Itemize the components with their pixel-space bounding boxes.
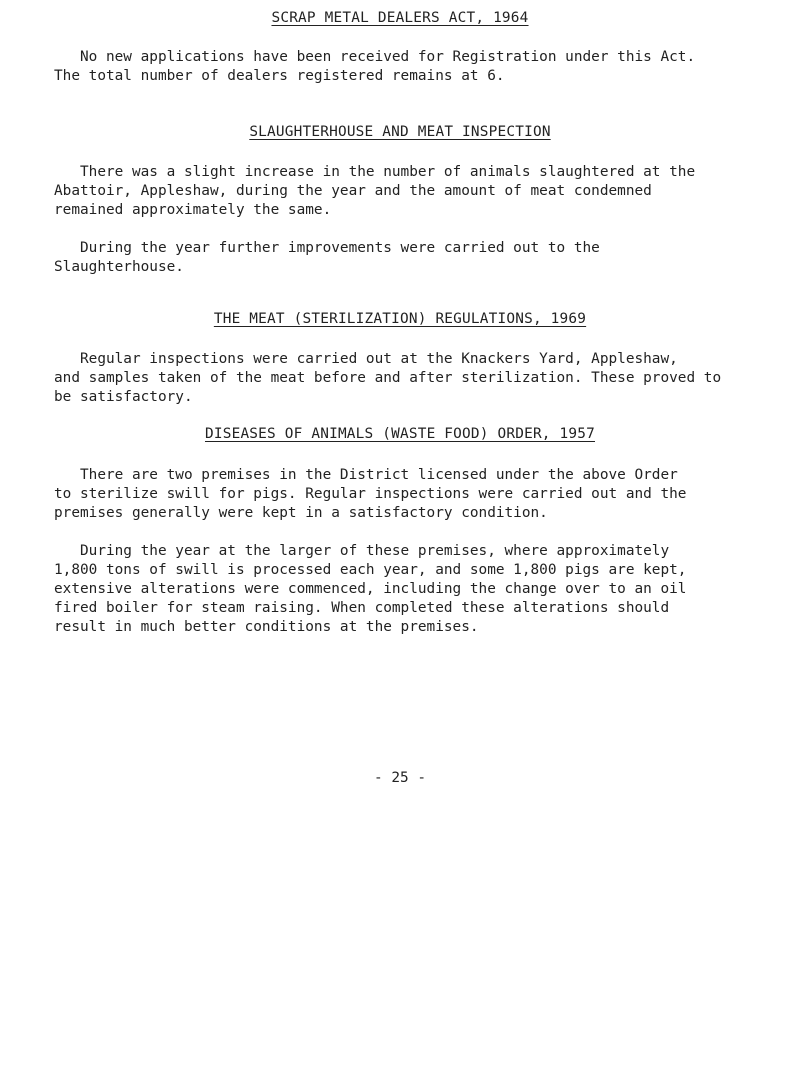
section-heading-meat-sterilization: THE MEAT (STERILIZATION) REGULATIONS, 1969 <box>213 311 587 327</box>
page-number: - 25 - <box>374 770 426 786</box>
text-line: 1,800 tons of swill is processed each year, and some 1,800 pigs are kept, <box>54 562 687 578</box>
text-line: During the year further improvements were carried out to the <box>54 240 600 256</box>
text-line: Abattoir, Appleshaw, during the year and the amount of meat condemned <box>54 183 652 199</box>
section-heading-slaughterhouse: SLAUGHTERHOUSE AND MEAT INSPECTION <box>249 124 551 140</box>
text-line: premises generally were kept in a satisfactory condition. <box>54 505 548 521</box>
paragraph <box>54 163 794 220</box>
section-heading-diseases-of-animals: DISEASES OF ANIMALS (WASTE FOOD) ORDER, 1957 <box>204 426 595 442</box>
text-line: extensive alterations were commenced, including the change over to an oil <box>54 581 687 597</box>
text-line: There are two premises in the District licensed under the above Order <box>54 467 678 483</box>
paragraph <box>54 239 794 277</box>
text-line: and samples taken of the meat before and after sterilization. These proved to <box>54 370 722 386</box>
text-line: There was a slight increase in the number of animals slaughtered at the <box>54 164 696 180</box>
text-line: Slaughterhouse. <box>54 259 184 275</box>
section-heading-scrap-metal: SCRAP METAL DEALERS ACT, 1964 <box>271 10 529 26</box>
text-line: Regular inspections were carried out at the Knackers Yard, Appleshaw, <box>54 351 678 367</box>
text-line: to sterilize swill for pigs. Regular inspections were carried out and the <box>54 486 687 502</box>
paragraph <box>54 466 794 523</box>
paragraph <box>54 542 794 637</box>
text-line: No new applications have been received for Registration under this Act. <box>54 49 696 65</box>
text-line: The total number of dealers registered remains at 6. <box>54 68 505 84</box>
text-line: fired boiler for steam raising. When completed these alterations should <box>54 600 670 616</box>
paragraph <box>54 350 794 407</box>
paragraph <box>54 48 794 86</box>
text-line: be satisfactory. <box>54 389 193 405</box>
text-line: result in much better conditions at the premises. <box>54 619 479 635</box>
text-line: remained approximately the same. <box>54 202 332 218</box>
text-line: During the year at the larger of these premises, where approximately <box>54 543 670 559</box>
